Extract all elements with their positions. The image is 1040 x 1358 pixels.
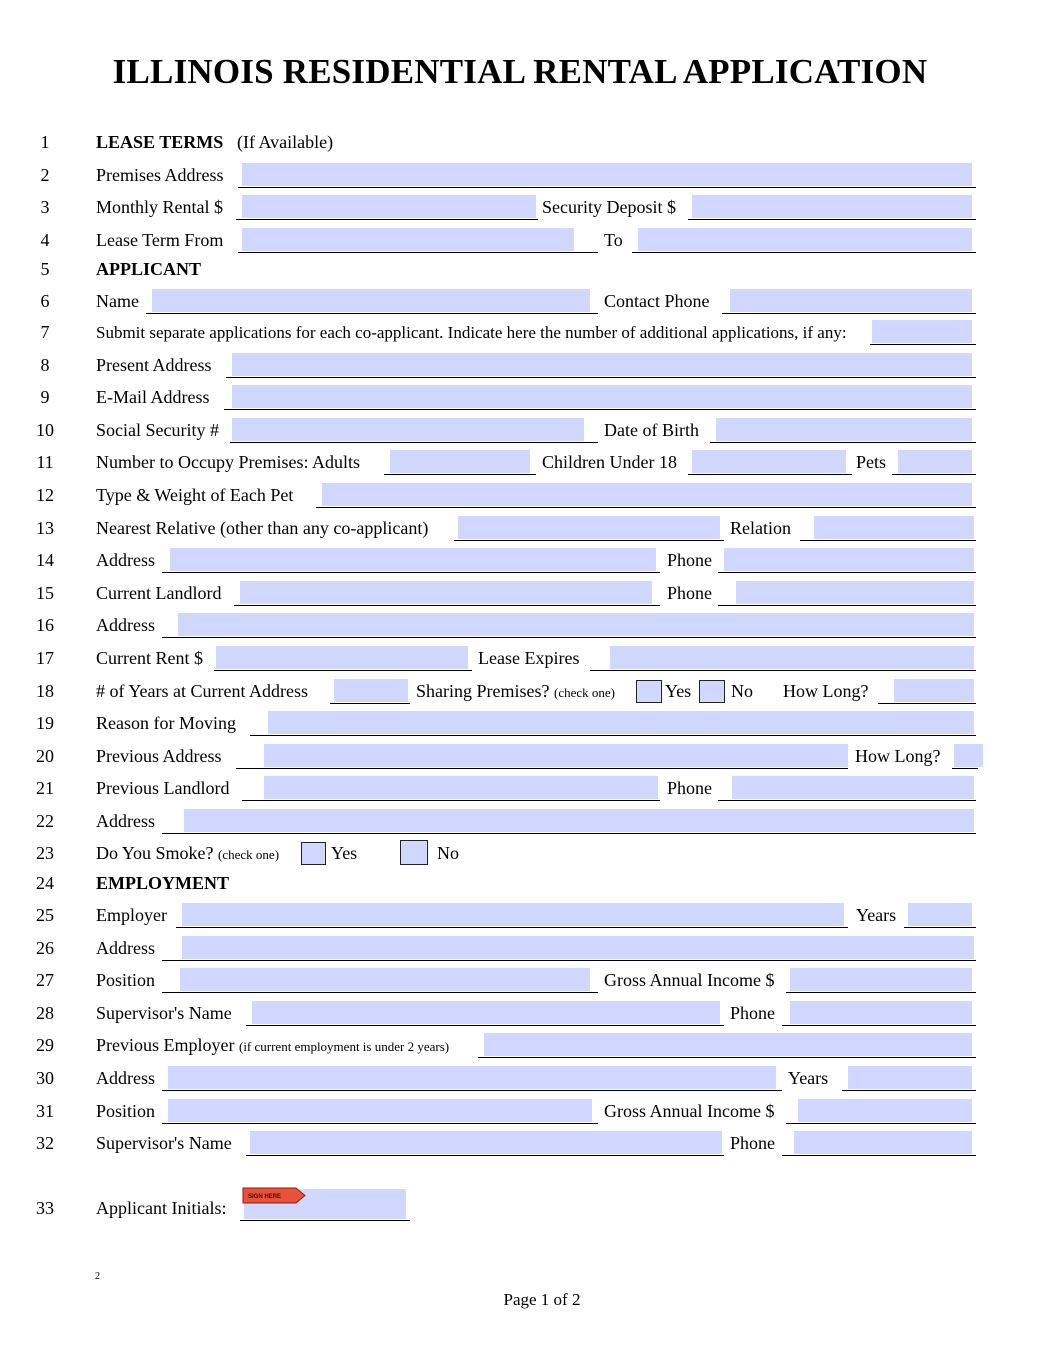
- underline: [590, 670, 976, 671]
- row-number: 24: [36, 873, 54, 893]
- underline: [162, 1090, 782, 1091]
- label-smoke-yes: Yes: [331, 843, 358, 863]
- smoke-no-checkbox[interactable]: [400, 840, 428, 865]
- section-heading-applicant: APPLICANT: [96, 259, 202, 279]
- underline: [842, 1090, 976, 1091]
- prev-gross-income-field[interactable]: [798, 1099, 972, 1122]
- label-smoke-no: No: [437, 843, 459, 863]
- row-number: 29: [36, 1035, 54, 1055]
- row-previous-landlord: [0, 773, 1040, 805]
- underline: [454, 540, 724, 541]
- row-lease-term: [0, 225, 1040, 257]
- row-occupants: [0, 447, 1040, 479]
- row-prev-supervisor: [0, 1128, 1040, 1160]
- label-relation: Relation: [730, 518, 791, 538]
- underline: [718, 572, 976, 573]
- label-relative-phone: Phone: [667, 550, 712, 570]
- prev-how-long-field[interactable]: [954, 744, 983, 767]
- row-ssn: [0, 415, 1040, 447]
- underline: [632, 252, 976, 253]
- row-present-address: [0, 350, 1040, 382]
- section-heading-employment: EMPLOYMENT: [96, 873, 229, 893]
- row-reason-moving: [0, 708, 1040, 740]
- label-employer: Employer: [96, 905, 167, 925]
- row-employer-address: [0, 933, 1040, 965]
- row-number: 15: [36, 583, 54, 603]
- underline: [226, 377, 976, 378]
- underline: [718, 800, 976, 801]
- underline: [786, 992, 976, 993]
- row-prev-position: [0, 1096, 1040, 1128]
- row-number: 1: [40, 132, 50, 152]
- underline: [892, 474, 976, 475]
- section-heading-lease-terms: LEASE TERMS: [96, 132, 224, 152]
- prev-landlord-address-field[interactable]: [184, 809, 974, 832]
- employer-field[interactable]: [182, 903, 844, 926]
- reason-for-moving-field[interactable]: [268, 711, 974, 734]
- years-current-address-field[interactable]: [334, 679, 408, 702]
- row-landlord-address: [0, 610, 1040, 642]
- label-name: Name: [96, 291, 139, 311]
- label-premises-address: Premises Address: [96, 165, 224, 185]
- underline: [162, 572, 660, 573]
- row-number: 19: [36, 713, 54, 733]
- nearest-relative-field[interactable]: [458, 516, 720, 539]
- underline: [870, 344, 976, 345]
- form-title: ILLINOIS RESIDENTIAL RENTAL APPLICATION: [112, 52, 928, 91]
- label-adults: Number to Occupy Premises: Adults: [96, 452, 360, 472]
- label-supervisor-phone: Phone: [730, 1003, 775, 1023]
- prev-supervisor-phone-field[interactable]: [794, 1131, 972, 1154]
- label-landlord-address: Address: [96, 615, 155, 635]
- row-number: 20: [36, 746, 54, 766]
- row-number: 33: [36, 1198, 54, 1218]
- label-additional-applications: Submit separate applications for each co-applicant. Indicate here the number of additional applications, if any:: [96, 323, 847, 342]
- label-prev-supervisor-phone: Phone: [730, 1133, 775, 1153]
- underline: [176, 927, 848, 928]
- sign-here-arrow-icon[interactable]: [242, 1187, 306, 1204]
- label-children-under-18: Children Under 18: [542, 452, 677, 472]
- label-how-long: How Long?: [783, 681, 869, 701]
- label-pet-type-weight: Type & Weight of Each Pet: [96, 485, 294, 505]
- landlord-phone-field[interactable]: [736, 581, 974, 604]
- label-prev-landlord-phone: Phone: [667, 778, 712, 798]
- how-long-field[interactable]: [894, 679, 974, 702]
- relative-phone-field[interactable]: [724, 548, 974, 571]
- row-number: 12: [36, 485, 54, 505]
- row-monthly-rental: [0, 192, 1040, 224]
- underline: [952, 768, 978, 769]
- footer-small-number: 2: [95, 1271, 100, 1282]
- label-email-address: E-Mail Address: [96, 387, 210, 407]
- row-years-current-address: [0, 676, 1040, 708]
- underline: [786, 1123, 976, 1124]
- row-prev-landlord-address: [0, 806, 1040, 838]
- label-employer-address: Address: [96, 938, 155, 958]
- row-employer: [0, 900, 1040, 932]
- label-current-rent: Current Rent $: [96, 648, 203, 668]
- row-number: 23: [36, 843, 54, 863]
- underline: [718, 605, 976, 606]
- label-monthly-rental: Monthly Rental $: [96, 197, 223, 217]
- underline: [234, 605, 660, 606]
- position-field[interactable]: [180, 968, 590, 991]
- previous-employer-field[interactable]: [484, 1033, 972, 1056]
- underline: [688, 474, 852, 475]
- previous-address-field[interactable]: [264, 744, 848, 767]
- underline: [230, 442, 598, 443]
- prev-position-field[interactable]: [168, 1099, 592, 1122]
- date-of-birth-field[interactable]: [716, 418, 972, 441]
- label-landlord-phone: Phone: [667, 583, 712, 603]
- additional-applications-field[interactable]: [872, 320, 972, 343]
- underline: [250, 735, 976, 736]
- label-if-available: (If Available): [237, 132, 334, 152]
- label-reason-for-moving: Reason for Moving: [96, 713, 236, 733]
- underline: [162, 637, 976, 638]
- label-relative-address: Address: [96, 550, 155, 570]
- row-number: 27: [36, 970, 54, 990]
- row-number: 25: [36, 905, 54, 925]
- row-supervisor: [0, 998, 1040, 1030]
- row-smoke: [0, 838, 1040, 870]
- row-applicant-heading: [0, 254, 1040, 286]
- label-present-address: Present Address: [96, 355, 212, 375]
- row-number: 30: [36, 1068, 54, 1088]
- underline: [878, 703, 976, 704]
- label-sharing-yes: Yes: [665, 681, 692, 701]
- underline: [162, 833, 976, 834]
- row-number: 17: [36, 648, 54, 668]
- adults-field[interactable]: [390, 450, 530, 473]
- lease-expires-field[interactable]: [610, 646, 974, 669]
- current-rent-field[interactable]: [216, 646, 468, 669]
- relative-address-field[interactable]: [170, 548, 656, 571]
- row-previous-employer: [0, 1030, 1040, 1062]
- underline: [246, 1155, 724, 1156]
- label-years-current-address: # of Years at Current Address: [96, 681, 308, 701]
- landlord-address-field[interactable]: [178, 613, 974, 636]
- underline: [710, 442, 976, 443]
- underline: [238, 187, 976, 188]
- row-prev-employer-address: [0, 1063, 1040, 1095]
- underline: [242, 800, 660, 801]
- row-number: 32: [36, 1133, 54, 1153]
- label-prev-landlord-address: Address: [96, 811, 155, 831]
- label-sharing-premises: Sharing Premises? (check one): [416, 681, 615, 701]
- row-number: 4: [40, 230, 50, 250]
- row-number: 8: [40, 355, 50, 375]
- row-email: [0, 382, 1040, 414]
- label-current-landlord: Current Landlord: [96, 583, 222, 603]
- underline: [478, 1057, 976, 1058]
- row-number: 28: [36, 1003, 54, 1023]
- label-gross-income: Gross Annual Income $: [604, 970, 775, 990]
- row-number: 16: [36, 615, 54, 635]
- label-contact-phone: Contact Phone: [604, 291, 710, 311]
- row-number: 14: [36, 550, 54, 570]
- row-number: 31: [36, 1101, 54, 1121]
- label-date-of-birth: Date of Birth: [604, 420, 699, 440]
- label-security-deposit: Security Deposit $: [542, 197, 676, 217]
- contact-phone-field[interactable]: [730, 289, 972, 312]
- label-social-security: Social Security #: [96, 420, 219, 440]
- row-number: 21: [36, 778, 54, 798]
- label-prev-employer-address: Address: [96, 1068, 155, 1088]
- underline: [236, 768, 848, 769]
- page-number: Page 1 of 2: [503, 1290, 581, 1309]
- label-applicant-initials: Applicant Initials:: [96, 1198, 227, 1218]
- label-prev-supervisor-name: Supervisor's Name: [96, 1133, 232, 1153]
- prev-employer-years-field[interactable]: [848, 1066, 972, 1089]
- underline: [246, 1025, 724, 1026]
- label-lease-term-to: To: [604, 230, 623, 250]
- label-previous-address: Previous Address: [96, 746, 222, 766]
- supervisor-name-field[interactable]: [252, 1001, 720, 1024]
- gross-income-field[interactable]: [790, 968, 972, 991]
- prev-landlord-phone-field[interactable]: [732, 776, 974, 799]
- row-number: 7: [40, 322, 50, 342]
- current-landlord-field[interactable]: [240, 581, 652, 604]
- underline: [904, 927, 976, 928]
- row-applicant-initials: [0, 1193, 1040, 1225]
- underline: [236, 219, 538, 220]
- row-number: 5: [40, 259, 50, 279]
- row-number: 13: [36, 518, 54, 538]
- row-current-landlord: [0, 578, 1040, 610]
- underline: [240, 1220, 410, 1221]
- label-prev-position: Position: [96, 1101, 156, 1121]
- row-number: 9: [40, 387, 50, 407]
- label-do-you-smoke: Do You Smoke? (check one): [96, 843, 280, 863]
- email-address-field[interactable]: [232, 385, 972, 408]
- underline: [146, 313, 598, 314]
- label-prev-employer-years: Years: [788, 1068, 829, 1088]
- pets-field[interactable]: [898, 450, 972, 473]
- underline: [162, 1123, 598, 1124]
- underline: [316, 507, 976, 508]
- row-number: 18: [36, 681, 54, 701]
- supervisor-phone-field[interactable]: [790, 1001, 972, 1024]
- monthly-rental-field[interactable]: [242, 195, 536, 218]
- row-name: [0, 286, 1040, 318]
- label-prev-how-long: How Long?: [855, 746, 941, 766]
- row-number: 22: [36, 811, 54, 831]
- row-pet-type: [0, 480, 1040, 512]
- underline: [688, 219, 976, 220]
- underline: [782, 1025, 976, 1026]
- underline: [384, 474, 536, 475]
- label-prev-gross-income: Gross Annual Income $: [604, 1101, 775, 1121]
- row-lease-terms: [0, 127, 1040, 159]
- lease-term-from-field[interactable]: [242, 228, 574, 251]
- label-lease-expires: Lease Expires: [478, 648, 580, 668]
- row-premises-address: [0, 160, 1040, 192]
- label-employer-years: Years: [856, 905, 897, 925]
- relation-field[interactable]: [814, 516, 974, 539]
- row-employment-heading: [0, 868, 1040, 900]
- prev-supervisor-name-field[interactable]: [250, 1131, 722, 1154]
- name-field[interactable]: [152, 289, 590, 312]
- underline: [238, 252, 598, 253]
- row-number: 10: [36, 420, 54, 440]
- children-field[interactable]: [692, 450, 846, 473]
- prev-employer-address-field[interactable]: [168, 1066, 776, 1089]
- underline: [224, 409, 976, 410]
- row-co-applicants: [0, 317, 1040, 349]
- row-position: [0, 965, 1040, 997]
- underline: [722, 313, 976, 314]
- row-current-rent: [0, 643, 1040, 675]
- lease-term-to-field[interactable]: [638, 228, 972, 251]
- label-sharing-no: No: [731, 681, 753, 701]
- social-security-field[interactable]: [232, 418, 584, 441]
- row-number: 6: [40, 291, 50, 311]
- security-deposit-field[interactable]: [692, 195, 972, 218]
- label-lease-term-from: Lease Term From: [96, 230, 224, 250]
- row-number: 3: [40, 197, 50, 217]
- label-supervisor-name: Supervisor's Name: [96, 1003, 232, 1023]
- row-previous-address: [0, 741, 1040, 773]
- label-previous-employer: Previous Employer (if current employment is under 2 years): [96, 1035, 450, 1055]
- row-number: 11: [36, 452, 54, 472]
- row-nearest-relative: [0, 513, 1040, 545]
- employer-address-field[interactable]: [182, 936, 974, 959]
- underline: [330, 703, 410, 704]
- label-previous-landlord: Previous Landlord: [96, 778, 230, 798]
- underline: [782, 1155, 976, 1156]
- previous-landlord-field[interactable]: [264, 776, 658, 799]
- sign-here-text: SIGN HERE: [248, 1194, 282, 1200]
- row-number: 2: [40, 165, 50, 185]
- sharing-no-checkbox[interactable]: [699, 680, 725, 703]
- pet-type-weight-field[interactable]: [322, 483, 972, 506]
- label-nearest-relative: Nearest Relative (other than any co-applicant): [96, 518, 429, 538]
- underline: [162, 960, 976, 961]
- label-pets: Pets: [856, 452, 887, 472]
- underline: [800, 540, 976, 541]
- sharing-yes-checkbox[interactable]: [636, 680, 662, 703]
- smoke-yes-checkbox[interactable]: [301, 842, 326, 865]
- row-number: 26: [36, 938, 54, 958]
- present-address-field[interactable]: [232, 353, 972, 376]
- underline: [162, 992, 598, 993]
- row-relative-address: [0, 545, 1040, 577]
- label-position: Position: [96, 970, 156, 990]
- employer-years-field[interactable]: [908, 903, 972, 926]
- premises-address-field[interactable]: [242, 163, 972, 186]
- underline: [214, 670, 472, 671]
